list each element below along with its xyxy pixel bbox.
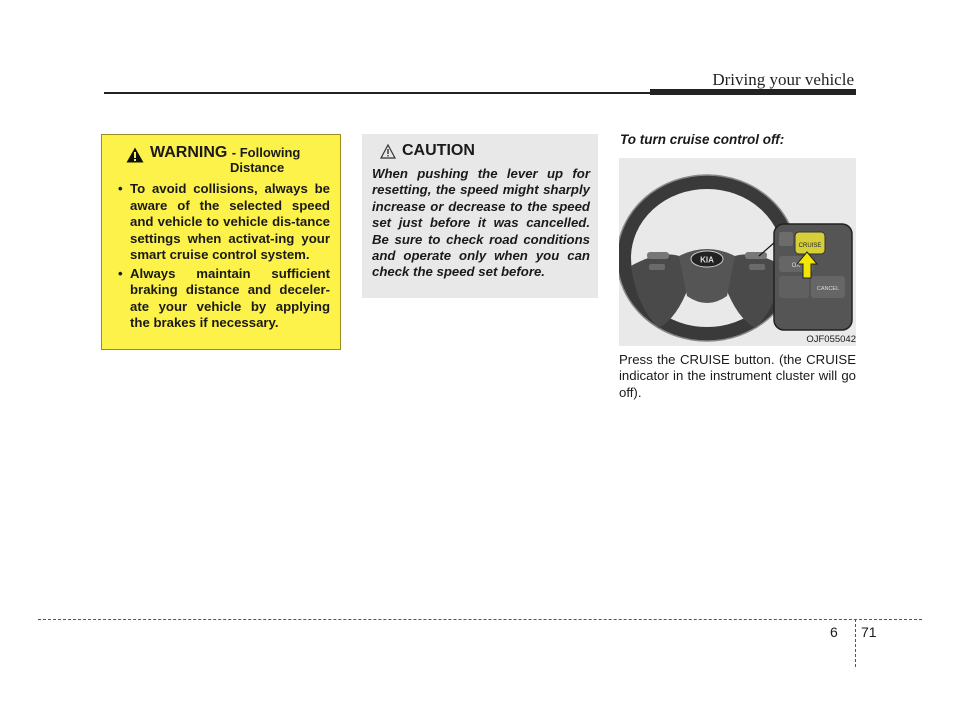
section-heading: To turn cruise control off: [620,132,785,147]
warning-list [112,181,330,332]
caution-header [380,142,590,160]
warning-subtitle-2: Distance [230,160,285,175]
warning-box [101,134,341,350]
warning-item: • Always maintain sufficient braking distance and deceler-ate your vehicle by applying the brakes if necessary. [112,266,330,332]
cancel-button-label: CANCEL [816,286,840,292]
warning-item: • To avoid collisions, always be aware of the selected speed and vehicle to vehicle dis-tance settings when activat-ing your smart cruise control system. [112,181,330,264]
ok-button-label: OK [791,263,801,269]
kia-logo-text: KIA [700,255,714,265]
warning-subtitle: - Following [231,145,301,160]
header-rule-accent [650,89,856,95]
caution-title: CAUTION [402,142,475,159]
warning-triangle-icon [126,147,144,163]
body-text: Press the CRUISE button. (the CRUISE indicator in the instrument cluster will go off). [619,352,856,400]
chapter-number: 6 [830,624,838,640]
caution-text: When pushing the lever up for resetting, the speed might sharply increase or decrease to the speed set just before it was cancelled. Be sure to check road conditions and operate only when you can check the speed set before. [372,166,590,280]
warning-header [112,145,330,175]
page-number: 71 [861,624,877,640]
footer-rule [38,619,922,620]
warning-title: WARNING [150,144,228,161]
steering-wheel-illustration [619,158,856,346]
image-code: OJF055042 [806,334,856,345]
caution-box [362,134,598,298]
footer-divider [855,619,856,667]
caution-triangle-icon [380,144,396,159]
cruise-button-label: CRUISE [798,243,822,249]
running-header: Driving your vehicle [712,70,854,89]
